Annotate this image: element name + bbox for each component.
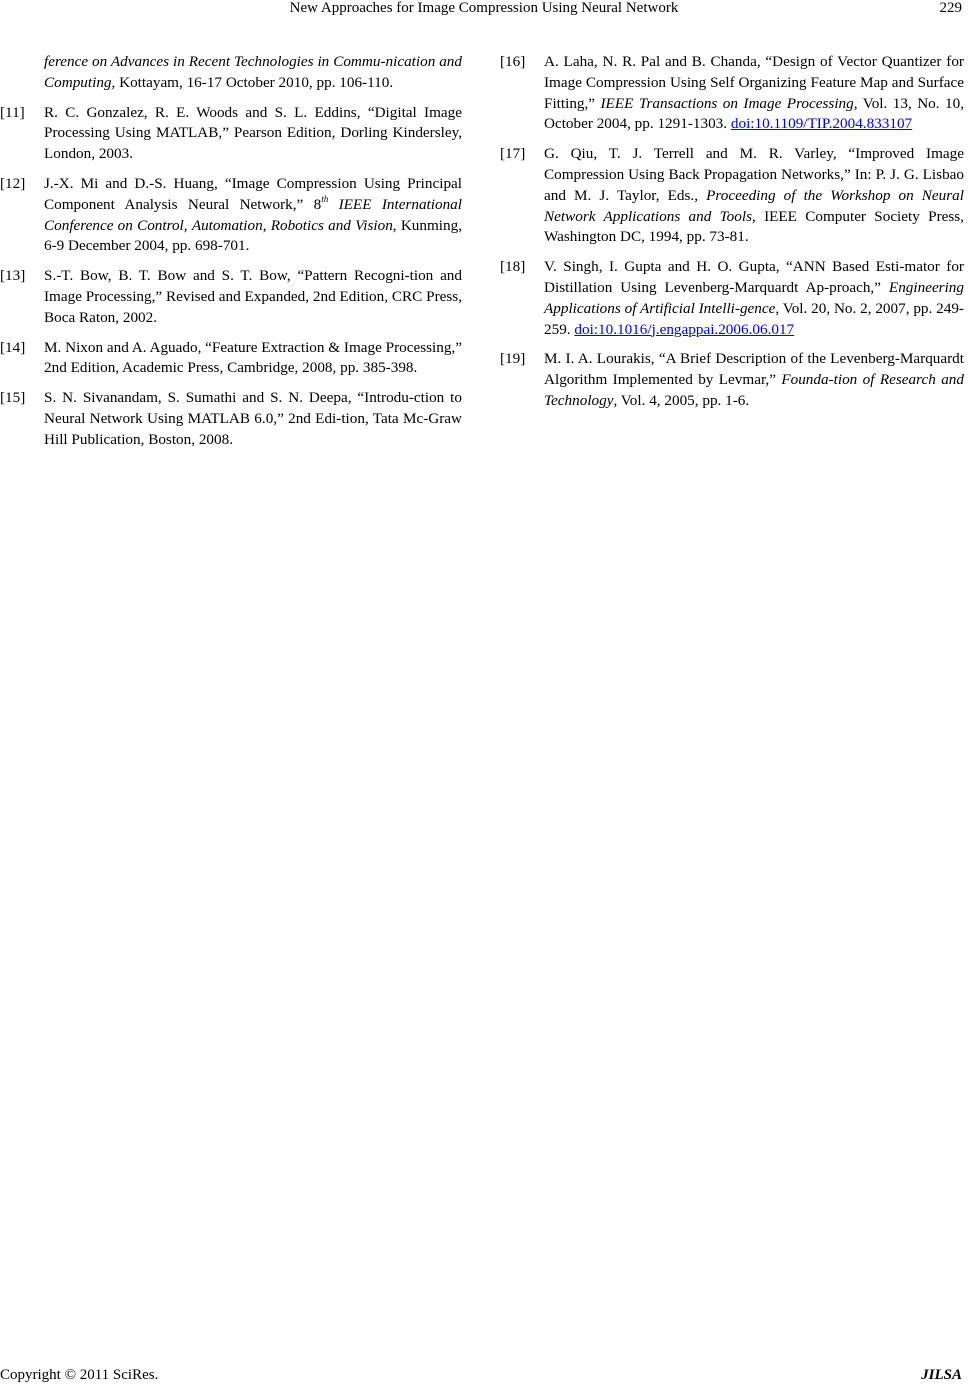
italic-text: IEEE Transactions on Image Processing	[600, 94, 854, 112]
superscript-text: th	[321, 193, 329, 204]
reference-text: ,	[183, 216, 192, 234]
page-number: 229	[939, 0, 962, 16]
italic-text: Engineering Applications of Artificial Intelli-gence	[544, 278, 964, 317]
page-footer	[0, 1367, 968, 1385]
reference-number: [12]	[0, 174, 26, 192]
copyright-notice: Copyright © 2011 SciRes.	[0, 1367, 159, 1383]
reference-text: , Vol. 20, No. 2, 2007, pp. 249-259.	[544, 299, 964, 338]
reference-text: , IEEE Computer Society Press, Washington DC, 1994, pp. 73-81.	[544, 207, 964, 246]
italic-text: Proceeding of the Workshop on Neural Network Applications and Tools	[544, 186, 964, 225]
page-header	[0, 0, 968, 20]
reference-text: J.-X. Mi and D.-S. Huang, “Image Compression Using Principal Component Analysis Neural Network,” 8	[44, 174, 462, 213]
reference-number: [13]	[0, 267, 26, 285]
reference-item	[0, 174, 462, 257]
reference-item	[500, 257, 964, 340]
running-title: New Approaches for Image Compression Using Neural Network	[289, 0, 679, 16]
reference-number: [17]	[500, 145, 526, 163]
reference-number: [19]	[500, 350, 526, 368]
reference-text: , Kottayam, 16-17 October 2010, pp. 106-110.	[111, 73, 394, 91]
reference-item	[0, 266, 462, 328]
reference-text: G. Qiu, T. J. Terrell and M. R. Varley, “Improved Image Compression Using Back Propagation Networks,” In: P. J. G. Lisbao and M. J. Taylor, Eds.,	[544, 145, 964, 204]
left-column	[0, 52, 462, 460]
reference-text: ,	[262, 216, 271, 234]
reference-text: M. I. A. Lourakis, “A Brief Description of the Levenberg-Marquardt Algorithm Implemented by Levmar,”	[544, 350, 964, 389]
journal-name: JILSA	[921, 1367, 962, 1383]
reference-item	[0, 103, 462, 165]
reference-item	[500, 144, 964, 248]
reference-text: V. Singh, I. Gupta and H. O. Gupta, “ANN Based Esti-mator for Distillation Using Levenberg-Marquardt Ap-proach,”	[544, 258, 964, 296]
italic-text: Robotics and Vision	[270, 216, 393, 234]
reference-number: [11]	[0, 103, 25, 121]
reference-item	[500, 52, 964, 135]
italic-text: IEEE International Conference on Control	[44, 195, 462, 234]
italic-text: Automation	[191, 216, 263, 234]
reference-text: S.-T. Bow, B. T. Bow and S. T. Bow, “Pattern Recogni-tion and Image Processing,” Revised and Expanded, 2nd Edition, CRC Press, Boca Raton, 2002.	[44, 267, 462, 326]
doi-link[interactable]: doi:10.1016/j.engappai.2006.06.017	[574, 320, 795, 338]
right-column	[500, 52, 964, 421]
reference-text: M. Nixon and A. Aguado, “Feature Extraction & Image Processing,” 2nd Edition, Academic Press, Cambridge, 2008, pp. 385-398.	[44, 338, 462, 377]
reference-text: , Vol. 13, No. 10, October 2004, pp. 1291-1303.	[544, 94, 964, 133]
reference-item	[0, 388, 462, 450]
reference-text: R. C. Gonzalez, R. E. Woods and S. L. Eddins, “Digital Image Processing Using MATLAB,” Pearson Edition, Dorling Kindersley, London, 2003.	[44, 103, 462, 163]
reference-number: [14]	[0, 338, 26, 356]
reference-text: , Kunming, 6-9 December 2004, pp. 698-701.	[44, 216, 462, 255]
doi-link[interactable]: doi:10.1109/TIP.2004.833107	[730, 115, 913, 133]
reference-number: [15]	[0, 389, 26, 407]
reference-text: S. N. Sivanandam, S. Sumathi and S. N. Deepa, “Introdu-ction to Neural Network Using MATLAB 6.0,” 2nd Edi-tion, Tata Mc-Graw Hill Publication, Boston, 2008.	[44, 389, 462, 448]
reference-item	[500, 349, 964, 411]
italic-text: ference on Advances in Recent Technologies in Commu-nication and Computing	[44, 53, 462, 91]
reference-text: , Vol. 4, 2005, pp. 1-6.	[613, 391, 750, 409]
reference-item	[0, 338, 462, 380]
reference-text: A. Laha, N. R. Pal and B. Chanda, “Design of Vector Quantizer for Image Compression Using Self Organizing Feature Map and Surface Fitting,”	[544, 53, 964, 112]
italic-text: Founda-tion of Research and Technology	[544, 371, 964, 409]
reference-number: [16]	[500, 53, 526, 70]
reference-number: [18]	[500, 258, 526, 276]
reference-item	[0, 52, 462, 94]
